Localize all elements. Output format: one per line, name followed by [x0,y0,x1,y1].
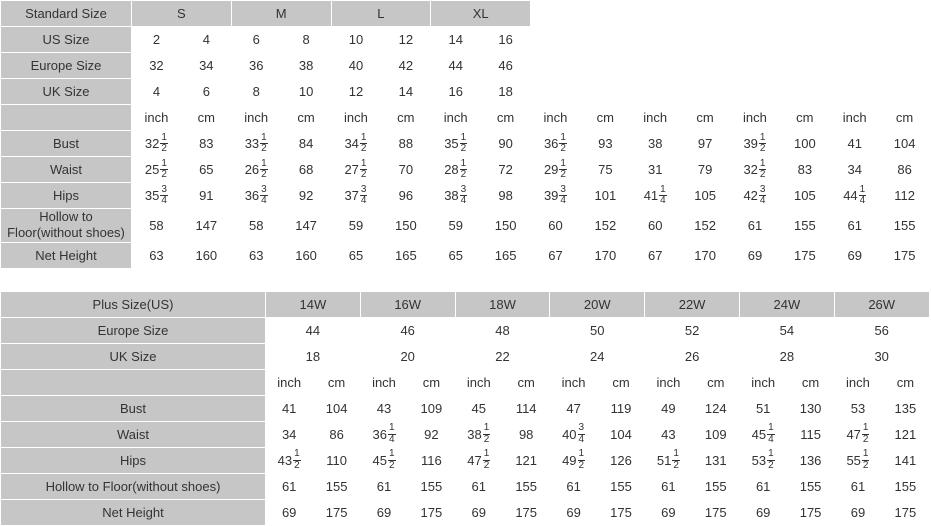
measurement-cell: 131 [692,447,739,473]
plus-size-table [0,291,930,526]
row-label: Europe Size [1,53,132,79]
measurement-cell: 121 [502,447,549,473]
table-cell: 52 [645,317,740,343]
measurement-cell: 147 [181,209,231,243]
measurement-cell: 36 $\frac{3}{4}$ [231,183,281,209]
table-cell: 14 [381,79,431,105]
measurement-cell: 27 $\frac{1}{2}$ [331,157,381,183]
measurement-cell: 61 [730,209,780,243]
measurement-cell: 116 [408,447,455,473]
table-cell: 22 [455,343,550,369]
measurement-cell: 105 [680,183,730,209]
measurement-cell: 38 [630,131,680,157]
measurement-cell: 90 [481,131,531,157]
measurement-cell: 170 [580,242,630,268]
measurement-cell: 175 [780,242,830,268]
table-cell: 10 [281,79,331,105]
measurement-cell: 60 [630,209,680,243]
measurement-cell: 40 $\frac{3}{4}$ [550,421,597,447]
measurement-cell: 175 [502,499,549,525]
measurement-cell: 33 $\frac{1}{2}$ [231,131,281,157]
measurement-row [1,131,930,157]
table-cell: 28 [739,343,834,369]
measurement-cell: 67 [630,242,680,268]
row-label: UK Size [1,79,132,105]
measurement-cell: 155 [502,473,549,499]
size-group-header: L [331,1,431,27]
measurement-cell: 112 [880,183,930,209]
unit-cell: cm [780,105,830,131]
measurement-cell: 175 [692,499,739,525]
measurement-cell: 155 [780,209,830,243]
measurement-cell: 68 [281,157,331,183]
unit-cell: cm [408,369,455,395]
unit-cell: cm [787,369,834,395]
measurement-cell: 58 [231,209,281,243]
measurement-cell: 49 [645,395,692,421]
table-row [1,79,930,105]
measurement-cell: 69 [645,499,692,525]
measurement-cell: 38 $\frac{3}{4}$ [431,183,481,209]
unit-cell: cm [580,105,630,131]
table-cell: 18 [481,79,531,105]
table-cell: 6 [181,79,231,105]
unit-cell: inch [531,105,581,131]
measurement-cell: 83 [780,157,830,183]
measurement-label: Waist [1,421,266,447]
measurement-cell: 136 [787,447,834,473]
table-cell: 46 [360,317,455,343]
measurement-cell: 38 $\frac{1}{2}$ [455,421,502,447]
measurement-cell: 105 [780,183,830,209]
measurement-cell: 34 $\frac{1}{2}$ [331,131,381,157]
measurement-cell: 67 [531,242,581,268]
measurement-cell: 53 $\frac{1}{2}$ [739,447,786,473]
measurement-cell: 175 [880,242,930,268]
measurement-cell: 65 [431,242,481,268]
measurement-cell: 155 [408,473,455,499]
measurement-cell: 26 $\frac{1}{2}$ [231,157,281,183]
measurement-cell: 150 [381,209,431,243]
measurement-label: Net Height [1,499,266,525]
measurement-cell: 61 [830,209,880,243]
table-cell: 6 [231,27,281,53]
unit-cell: cm [680,105,730,131]
size-group-header: 14W [266,291,361,317]
measurement-cell: 155 [882,473,929,499]
unit-cell: inch [132,105,182,131]
unit-cell: inch [645,369,692,395]
measurement-cell: 69 [739,499,786,525]
measurement-cell: 155 [692,473,739,499]
measurement-cell: 42 $\frac{3}{4}$ [730,183,780,209]
size-group-header: 16W [360,291,455,317]
measurement-cell: 98 [481,183,531,209]
measurement-cell: 61 [645,473,692,499]
measurement-cell: 175 [408,499,455,525]
unit-cell: inch [231,105,281,131]
measurement-cell: 35 $\frac{1}{2}$ [431,131,481,157]
table-cell: 16 [431,79,481,105]
unit-cell: inch [431,105,481,131]
measurement-cell: 43 $\frac{1}{2}$ [266,447,313,473]
measurement-cell: 29 $\frac{1}{2}$ [531,157,581,183]
table-cell: 48 [455,317,550,343]
table-cell: 4 [132,79,182,105]
measurement-cell: 86 [313,421,360,447]
measurement-cell: 92 [408,421,455,447]
measurement-cell: 60 [531,209,581,243]
measurement-cell: 152 [680,209,730,243]
measurement-row [1,209,930,243]
measurement-cell: 63 [231,242,281,268]
size-group-header: S [132,1,232,27]
measurement-cell: 115 [787,421,834,447]
measurement-cell: 160 [281,242,331,268]
row-label: US Size [1,27,132,53]
table-cell: 32 [132,53,182,79]
measurement-cell: 130 [787,395,834,421]
table-row [1,343,930,369]
table-cell: 12 [381,27,431,53]
measurement-cell: 69 [730,242,780,268]
measurement-cell: 141 [882,447,929,473]
unit-cell: cm [502,369,549,395]
measurement-row [1,473,930,499]
measurement-label: Hips [1,183,132,209]
measurement-cell: 45 $\frac{1}{4}$ [739,421,786,447]
measurement-cell: 114 [502,395,549,421]
measurement-cell: 104 [313,395,360,421]
measurement-cell: 41 [830,131,880,157]
table-cell: 2 [132,27,182,53]
measurement-cell: 84 [281,131,331,157]
measurement-cell: 175 [313,499,360,525]
size-group-header: 22W [645,291,740,317]
table-cell: 40 [331,53,381,79]
measurement-cell: 45 [455,395,502,421]
measurement-cell: 39 $\frac{1}{2}$ [730,131,780,157]
measurement-cell: 109 [692,421,739,447]
measurement-label: Hips [1,447,266,473]
table-cell: 44 [266,317,361,343]
table-cell: 4 [181,27,231,53]
measurement-cell: 175 [787,499,834,525]
measurement-cell: 175 [597,499,644,525]
measurement-label: Bust [1,395,266,421]
measurement-row [1,157,930,183]
measurement-cell: 69 [455,499,502,525]
table-cell: 42 [381,53,431,79]
table-cell: 36 [231,53,281,79]
unit-cell: inch [834,369,881,395]
measurement-cell: 37 $\frac{3}{4}$ [331,183,381,209]
measurement-cell: 69 [834,499,881,525]
size-group-header: M [231,1,331,27]
table-cell: 14 [431,27,481,53]
table-cell: 16 [481,27,531,53]
measurement-cell: 51 [739,395,786,421]
measurement-cell: 61 [360,473,407,499]
measurement-cell: 152 [580,209,630,243]
col-group-header: Plus Size(US) [1,291,266,317]
measurement-cell: 34 [266,421,313,447]
table-cell: 38 [281,53,331,79]
table-row [1,317,930,343]
measurement-row [1,499,930,525]
unit-row-label [1,369,266,395]
measurement-cell: 170 [680,242,730,268]
measurement-cell: 88 [381,131,431,157]
table-row [1,53,930,79]
unit-row-label [1,105,132,131]
table-cell: 46 [481,53,531,79]
measurement-cell: 155 [597,473,644,499]
unit-cell: cm [381,105,431,131]
measurement-cell: 61 [550,473,597,499]
measurement-cell: 65 [181,157,231,183]
table-header-row [1,291,930,317]
unit-cell: cm [281,105,331,131]
unit-cell: inch [360,369,407,395]
measurement-cell: 147 [281,209,331,243]
measurement-cell: 165 [481,242,531,268]
measurement-cell: 31 [630,157,680,183]
table-cell: 8 [231,79,281,105]
measurement-cell: 47 $\frac{1}{2}$ [834,421,881,447]
measurement-cell: 100 [780,131,830,157]
measurement-cell: 53 [834,395,881,421]
table-cell: 8 [281,27,331,53]
size-group-header: 18W [455,291,550,317]
measurement-cell: 61 [739,473,786,499]
table-cell: 44 [431,53,481,79]
measurement-cell: 97 [680,131,730,157]
table-cell: 56 [834,317,929,343]
measurement-cell: 55 $\frac{1}{2}$ [834,447,881,473]
measurement-label: Waist [1,157,132,183]
measurement-cell: 91 [181,183,231,209]
measurement-cell: 39 $\frac{3}{4}$ [531,183,581,209]
measurement-row [1,421,930,447]
table-cell: 20 [360,343,455,369]
measurement-label: Hollow to Floor(without shoes) [1,473,266,499]
measurement-cell: 110 [313,447,360,473]
table-cell: 10 [331,27,381,53]
measurement-cell: 70 [381,157,431,183]
unit-cell: inch [266,369,313,395]
measurement-cell: 121 [882,421,929,447]
measurement-cell: 124 [692,395,739,421]
measurement-cell: 69 [550,499,597,525]
measurement-cell: 79 [680,157,730,183]
unit-cell: inch [550,369,597,395]
row-label: UK Size [1,343,266,369]
measurement-cell: 150 [481,209,531,243]
unit-cell: cm [597,369,644,395]
measurement-cell: 69 [266,499,313,525]
measurement-cell: 93 [580,131,630,157]
measurement-cell: 41 [266,395,313,421]
table-cell: 18 [266,343,361,369]
size-group-header: 20W [550,291,645,317]
unit-cell: inch [730,105,780,131]
measurement-row [1,183,930,209]
measurement-cell: 28 $\frac{1}{2}$ [431,157,481,183]
unit-cell: inch [630,105,680,131]
measurement-label: Net Height [1,242,132,268]
measurement-cell: 43 [360,395,407,421]
measurement-row [1,242,930,268]
unit-cell: cm [481,105,531,131]
measurement-cell: 44 $\frac{1}{4}$ [830,183,880,209]
unit-cell: inch [830,105,880,131]
measurement-cell: 65 [331,242,381,268]
measurement-cell: 61 [455,473,502,499]
measurement-cell: 43 [645,421,692,447]
unit-cell: inch [455,369,502,395]
unit-row [1,105,930,131]
measurement-cell: 58 [132,209,182,243]
unit-cell: cm [882,369,929,395]
measurement-row [1,395,930,421]
table-row [1,27,930,53]
table-cell: 30 [834,343,929,369]
measurement-label: Bust [1,131,132,157]
measurement-cell: 104 [880,131,930,157]
size-group-header: 24W [739,291,834,317]
measurement-label: Hollow to Floor(without shoes) [1,209,132,243]
table-cell: 12 [331,79,381,105]
measurement-cell: 69 [360,499,407,525]
measurement-cell: 109 [408,395,455,421]
col-group-header: Standard Size [1,1,132,27]
table-cell: 26 [645,343,740,369]
measurement-cell: 36 $\frac{1}{2}$ [531,131,581,157]
measurement-cell: 59 [431,209,481,243]
measurement-cell: 45 $\frac{1}{2}$ [360,447,407,473]
measurement-cell: 49 $\frac{1}{2}$ [550,447,597,473]
measurement-cell: 32 $\frac{1}{2}$ [132,131,182,157]
measurement-cell: 47 [550,395,597,421]
measurement-cell: 101 [580,183,630,209]
unit-cell: cm [313,369,360,395]
table-gap [0,269,931,291]
measurement-cell: 175 [882,499,929,525]
measurement-cell: 32 $\frac{1}{2}$ [730,157,780,183]
table-cell: 24 [550,343,645,369]
measurement-cell: 75 [580,157,630,183]
measurement-cell: 160 [181,242,231,268]
measurement-cell: 135 [882,395,929,421]
table-header-row [1,1,930,27]
unit-cell: inch [739,369,786,395]
measurement-cell: 119 [597,395,644,421]
measurement-cell: 47 $\frac{1}{2}$ [455,447,502,473]
measurement-cell: 86 [880,157,930,183]
size-group-header: 26W [834,291,929,317]
measurement-cell: 72 [481,157,531,183]
unit-row [1,369,930,395]
size-group-header: XL [431,1,531,27]
measurement-cell: 92 [281,183,331,209]
measurement-cell: 155 [787,473,834,499]
unit-cell: cm [880,105,930,131]
measurement-cell: 36 $\frac{1}{4}$ [360,421,407,447]
measurement-cell: 61 [266,473,313,499]
measurement-cell: 34 [830,157,880,183]
measurement-cell: 69 [830,242,880,268]
measurement-cell: 165 [381,242,431,268]
unit-cell: cm [181,105,231,131]
measurement-cell: 83 [181,131,231,157]
measurement-cell: 51 $\frac{1}{2}$ [645,447,692,473]
measurement-cell: 41 $\frac{1}{4}$ [630,183,680,209]
measurement-cell: 155 [313,473,360,499]
measurement-cell: 61 [834,473,881,499]
measurement-cell: 126 [597,447,644,473]
unit-cell: cm [692,369,739,395]
measurement-cell: 59 [331,209,381,243]
row-label: Europe Size [1,317,266,343]
measurement-cell: 96 [381,183,431,209]
measurement-cell: 155 [880,209,930,243]
measurement-cell: 104 [597,421,644,447]
table-cell: 54 [739,317,834,343]
measurement-cell: 25 $\frac{1}{2}$ [132,157,182,183]
measurement-cell: 35 $\frac{3}{4}$ [132,183,182,209]
table-cell: 50 [550,317,645,343]
measurement-cell: 63 [132,242,182,268]
table-cell: 34 [181,53,231,79]
measurement-row [1,447,930,473]
unit-cell: inch [331,105,381,131]
measurement-cell: 98 [502,421,549,447]
